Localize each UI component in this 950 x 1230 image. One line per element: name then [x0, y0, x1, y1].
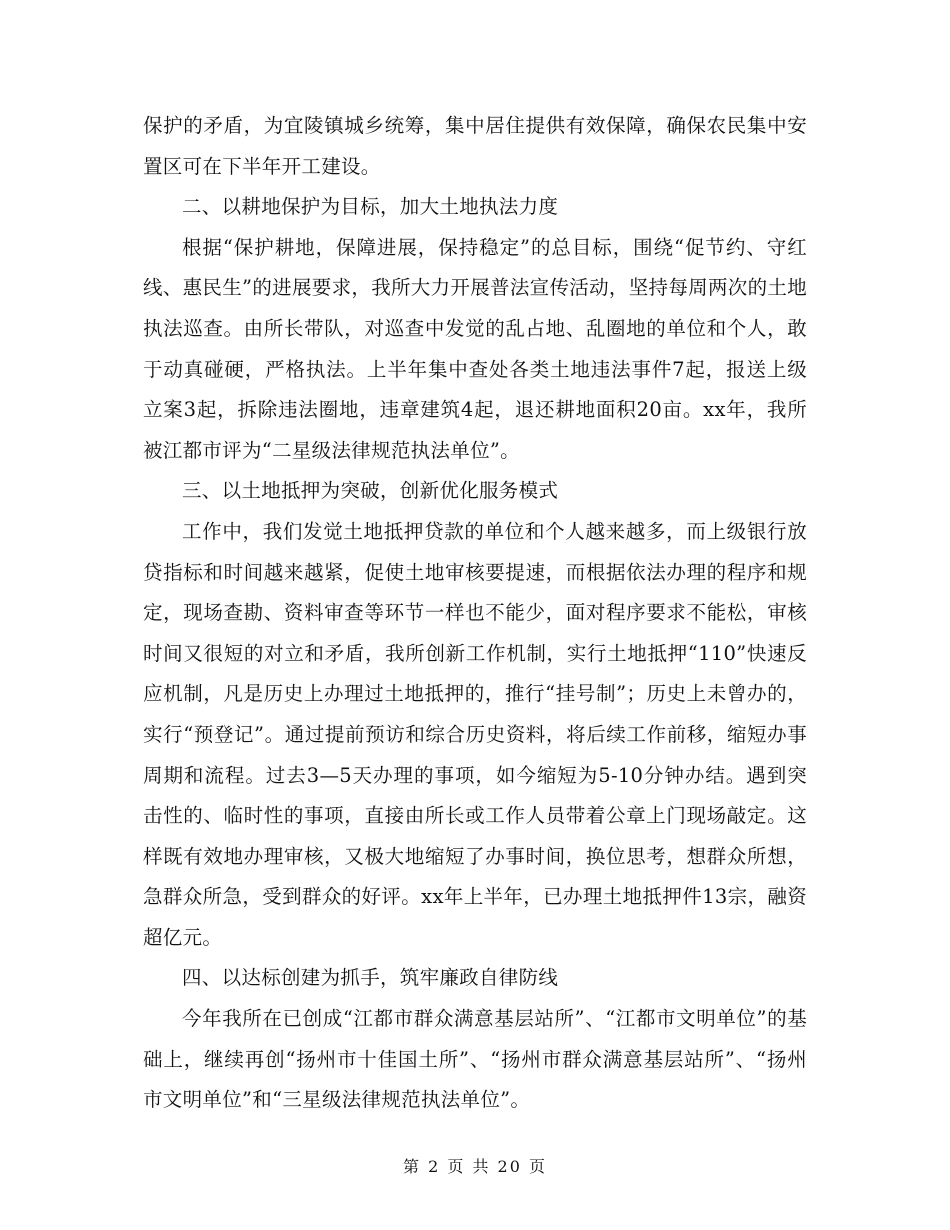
- page-number-footer: 第 2 页 共 20 页: [403, 1157, 547, 1176]
- section-heading-4: 四、以达标创建为抓手，筑牢廉政自律防线: [182, 966, 559, 990]
- document-body: [143, 106, 807, 1121]
- paragraph-standards-creation: 今年我所在已创成“江都市群众满意基层站所”、“江都市文明单位”的基础上，继续再创“扬州市十佳国土所”、“扬州市群众满意基层站所”、“扬州市文明单位”和“三星级法律规范执法单位”。: [143, 1007, 807, 1112]
- paragraph-land-enforcement: 根据“保护耕地，保障进展，保持稳定”的总目标，围绕“促节约、守红线、惠民生”的进展要求，我所大力开展普法宣传活动，坚持每周两次的土地执法巡查。由所长带队，对巡查中发觉的乱占地、乱圈地的单位和个人，敢于动真碰硬，严格执法。上半年集中查处各类土地违法事件7起，报送上级立案3起，拆除违法圈地，违章建筑4起，退还耕地面积20亩。xx年，我所被江都市评为“二星级法律规范执法单位”。: [143, 235, 807, 462]
- section-heading-2: 二、以耕地保护为目标，加大土地执法力度: [182, 195, 559, 219]
- section-heading-3: 三、以土地抵押为突破，创新优化服务模式: [182, 479, 559, 503]
- paragraph-land-mortgage: 工作中，我们发觉土地抵押贷款的单位和个人越来越多，而上级银行放贷指标和时间越来越紧，促使土地审核要提速，而根据依法办理的程序和规定，现场查勘、资料审查等环节一样也不能少，面对程序要求不能松，审核时间又很短的对立和矛盾，我所创新工作机制，实行土地抵押“110”快速反应机制，凡是历史上办理过土地抵押的，推行“挂号制”；历史上未曾办的，实行“预登记”。通过提前预访和综合历史资料，将后续工作前移，缩短办事周期和流程。过去3—5天办理的事项，如今缩短为5-10分钟办结。遇到突击性的、临时性的事项，直接由所长或工作人员带着公章上门现场敲定。这样既有效地办理审核，又极大地缩短了办事时间，换位思考，想群众所想，急群众所急，受到群众的好评。xx年上半年，已办理土地抵押件13宗，融资超亿元。: [143, 519, 807, 949]
- paragraph-continuation: 保护的矛盾，为宜陵镇城乡统筹，集中居住提供有效保障，确保农民集中安置区可在下半年开工建设。: [143, 114, 807, 178]
